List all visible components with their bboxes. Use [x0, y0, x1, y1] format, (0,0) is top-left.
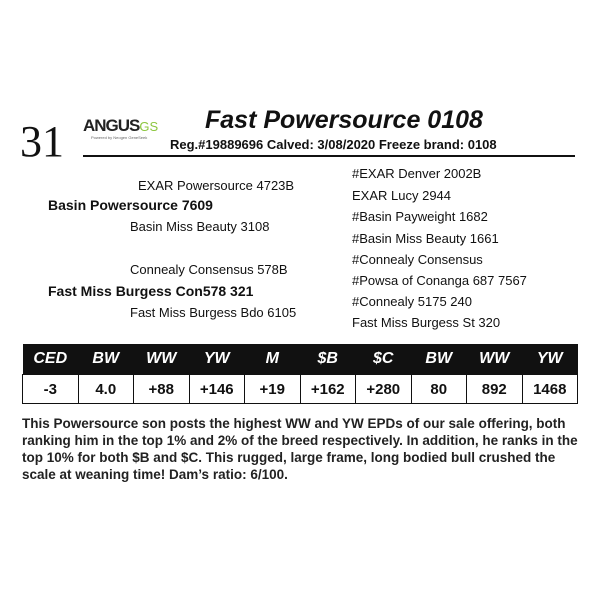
- epd-header: BW: [411, 344, 467, 375]
- epd-value: +280: [356, 375, 412, 404]
- epd-value: 1468: [522, 375, 578, 404]
- epd-header: $B: [300, 344, 356, 375]
- pedigree-right-3: #Basin Payweight 1682: [352, 209, 488, 224]
- epd-value: +162: [300, 375, 356, 404]
- animal-name: Fast Powersource 0108: [205, 106, 483, 134]
- epd-header: YW: [522, 344, 578, 375]
- epd-table: [22, 344, 578, 404]
- logo-tagline: Powered by Neogen GeneSeek: [91, 135, 148, 140]
- epd-value: +19: [245, 375, 301, 404]
- epd-header: $C: [356, 344, 412, 375]
- epd-header: WW: [467, 344, 523, 375]
- epd-header: YW: [189, 344, 245, 375]
- pedigree-right-8: Fast Miss Burgess St 320: [352, 315, 501, 330]
- pedigree-right-5: #Connealy Consensus: [352, 252, 483, 267]
- dam-dam: Fast Miss Burgess Bdo 6105: [130, 305, 297, 320]
- epd-value: 892: [467, 375, 523, 404]
- dam-sire: Connealy Consensus 578B: [130, 262, 288, 277]
- epd-header: BW: [78, 344, 134, 375]
- dam: Fast Miss Burgess Con578 321: [48, 283, 254, 299]
- epd-value: 4.0: [78, 375, 134, 404]
- lot-number: 31: [20, 117, 64, 166]
- pedigree-right-6: #Powsa of Conanga 687 7567: [352, 273, 527, 288]
- epd-header-row: [23, 344, 578, 375]
- pedigree-right-4: #Basin Miss Beauty 1661: [352, 231, 499, 246]
- epd-header: CED: [23, 344, 79, 375]
- sire-sire: EXAR Powersource 4723B: [138, 178, 295, 193]
- description-text: This Powersource son posts the highest WW and YW EPDs of our sale offering, both ranking him in the top 1% and 2% of the breed respectively. In addition, he ranks in the top 10% for both $B and $C. This rugged, large frame, long bodied bull crushed the scale at weaning time! Dam’s ratio: 6/100.: [22, 416, 578, 482]
- header-divider: [83, 155, 575, 157]
- epd-value: +88: [134, 375, 190, 404]
- epd-header: M: [245, 344, 301, 375]
- logo-text: ANGUS: [83, 116, 140, 135]
- pedigree-right-7: #Connealy 5175 240: [352, 294, 472, 309]
- pedigree-right-1: #EXAR Denver 2002B: [352, 166, 482, 181]
- epd-value: +146: [189, 375, 245, 404]
- pedigree-right-2: EXAR Lucy 2944: [352, 188, 452, 203]
- epd-value-row: [23, 375, 578, 404]
- angus-gs-logo: [83, 116, 163, 144]
- sire-dam: Basin Miss Beauty 3108: [130, 219, 270, 234]
- logo-accent: GS: [139, 119, 159, 134]
- epd-header: WW: [134, 344, 190, 375]
- epd-value: -3: [23, 375, 79, 404]
- sire: Basin Powersource 7609: [48, 197, 213, 213]
- epd-value: 80: [411, 375, 467, 404]
- registration-line: Reg.#19889696 Calved: 3/08/2020 Freeze brand: 0108: [170, 137, 497, 152]
